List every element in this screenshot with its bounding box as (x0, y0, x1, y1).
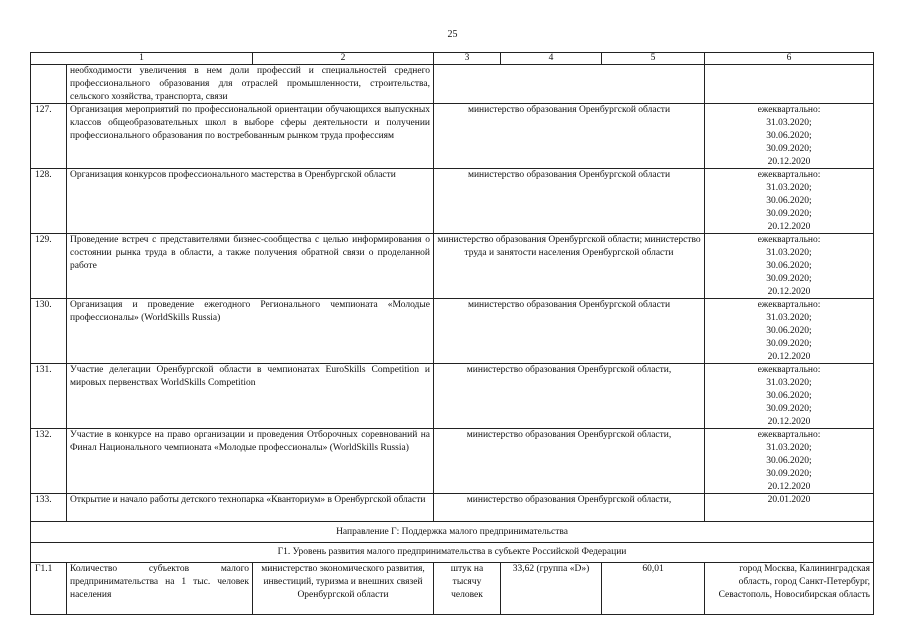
measure-text: Организация и проведение ежегодного Регионального чемпионата «Молодые профессионалы» (WorldSkills Russia) (67, 299, 434, 364)
deadline-dates: ежеквартально: 31.03.2020; 30.06.2020; 30.09.2020; 20.12.2020 (705, 364, 874, 429)
indicator-target: 60,01 (602, 563, 705, 615)
responsible-text: министерство образования Оренбургской области (434, 169, 705, 234)
header-col-1: 1 (31, 53, 253, 65)
row-number: 127. (31, 104, 67, 169)
deadline-dates: ежеквартально: 31.03.2020; 30.06.2020; 30.09.2020; 20.12.2020 (705, 234, 874, 299)
deadline-dates: ежеквартально: 31.03.2020; 30.06.2020; 30.09.2020; 20.12.2020 (705, 104, 874, 169)
row-number: 128. (31, 169, 67, 234)
subsection-row (31, 543, 874, 563)
table-row (31, 364, 874, 429)
row-number: 133. (31, 494, 67, 522)
indicator-number: Г1.1 (31, 563, 67, 615)
responsible-text: министерство образования Оренбургской области, (434, 429, 705, 494)
table-row (31, 234, 874, 299)
measure-text: Участие в конкурсе на право организации и проведения Отборочных соревнований на Финал Национального чемпионата «Молодые профессионалы» (WorldSkills Russia) (67, 429, 434, 494)
indicator-row (31, 563, 874, 615)
measure-text: Организация мероприятий по профессиональной ориентации обучающихся выпускных классов общеобразовательных школ в выборе сферы деятельности и получении профессионального образования по востребованным рынком труда профессиям (67, 104, 434, 169)
resp-cell (434, 65, 705, 104)
measure-text: Открытие и начало работы детского технопарка «Кванториум» в Оренбургской области (67, 494, 434, 522)
header-col-6: 6 (705, 53, 874, 65)
row-number: 129. (31, 234, 67, 299)
header-col-3: 3 (434, 53, 501, 65)
deadline-dates: ежеквартально: 31.03.2020; 30.06.2020; 30.09.2020; 20.12.2020 (705, 169, 874, 234)
header-col-4: 4 (501, 53, 602, 65)
responsible-text: министерство образования Оренбургской области (434, 299, 705, 364)
indicator-leaders: город Москва, Калининградская область, город Санкт-Петербург, Севастополь, Новосибирская область (705, 563, 874, 615)
measure-text: Организация конкурсов профессионального мастерства в Оренбургской области (67, 169, 434, 234)
table-row (31, 104, 874, 169)
indicator-value: 33,62 (группа «D») (501, 563, 602, 615)
section-title: Направление Г: Поддержка малого предпринимательства (31, 522, 874, 543)
num-cell (31, 65, 67, 104)
deadline-dates: ежеквартально: 31.03.2020; 30.06.2020; 30.09.2020; 20.12.2020 (705, 299, 874, 364)
deadline-dates: 20.01.2020 (705, 494, 874, 522)
responsible-text: министерство образования Оренбургской области, (434, 494, 705, 522)
responsible-text: министерство образования Оренбургской области; министерство труда и занятости населения Оренбургской области (434, 234, 705, 299)
subsection-title: Г1. Уровень развития малого предпринимательства в субъекте Российской Федерации (31, 543, 874, 563)
measure-text: Участие делегации Оренбургской области в чемпионатах EuroSkills Competition и мировых первенствах WorldSkills Competition (67, 364, 434, 429)
plan-table (30, 52, 874, 615)
deadline-dates: ежеквартально: 31.03.2020; 30.06.2020; 30.09.2020; 20.12.2020 (705, 429, 874, 494)
header-col-2: 2 (253, 53, 434, 65)
measure-text: Проведение встреч с представителями бизнес-сообщества с целью информирования о состоянии рынка труда в области, а также получения обратной связи о проделанной работе (67, 234, 434, 299)
column-number-row (31, 53, 874, 65)
table-row (31, 169, 874, 234)
dates-cell (705, 65, 874, 104)
row-number: 130. (31, 299, 67, 364)
section-row (31, 522, 874, 543)
header-col-5: 5 (602, 53, 705, 65)
row-number: 132. (31, 429, 67, 494)
indicator-responsible: министерство экономического развития, инвестиций, туризма и внешних связей Оренбургской области (253, 563, 434, 615)
indicator-text: Количество субъектов малого предпринимательства на 1 тыс. человек населения (67, 563, 253, 615)
indicator-unit: штук на тысячу человек (434, 563, 501, 615)
responsible-text: министерство образования Оренбургской области (434, 104, 705, 169)
continuation-text: необходимости увеличения в нем доли профессий и специальностей среднего профессионального образования для отраслей промышленности, строительства, сельского хозяйства, транспорта, связи (67, 65, 434, 104)
page-number: 25 (447, 29, 458, 40)
continuation-row (31, 65, 874, 104)
table-row (31, 299, 874, 364)
table-row (31, 494, 874, 522)
row-number: 131. (31, 364, 67, 429)
responsible-text: министерство образования Оренбургской области, (434, 364, 705, 429)
table-row (31, 429, 874, 494)
